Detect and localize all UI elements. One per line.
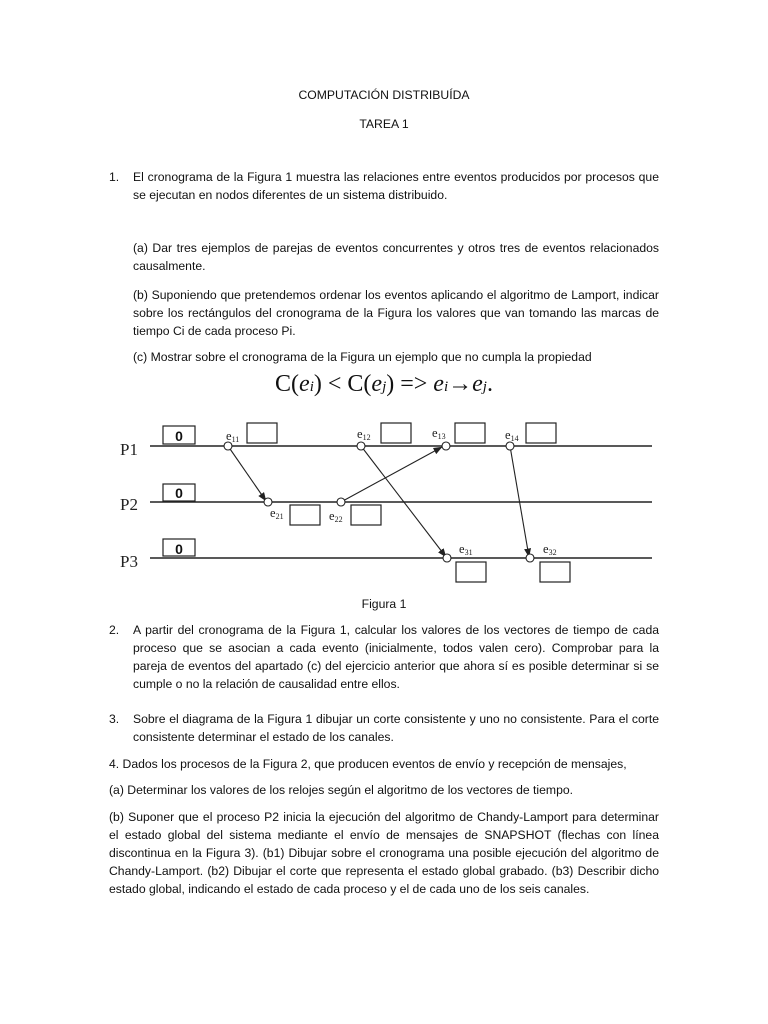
- q1-number: 1.: [109, 170, 120, 184]
- event-circle-e12: [357, 442, 365, 450]
- figure-1-caption: Figura 1: [361, 597, 407, 611]
- event-label-e14: e14: [505, 428, 519, 443]
- clock-box-e13: [455, 423, 485, 443]
- process-label-p3: P3: [120, 552, 138, 571]
- clock-box-e31: [456, 562, 486, 582]
- q3-text: Sobre el diagrama de la Figura 1 dibujar un corte consistente y uno no consistente. Para el corte consistente determinar el estado de los canales.: [133, 712, 659, 744]
- process-label-p1: P1: [120, 440, 138, 459]
- event-circle-e32: [526, 554, 534, 562]
- event-circle-e22: [337, 498, 345, 506]
- document-subtitle: TAREA 1: [359, 117, 409, 131]
- event-label-e32: e32: [543, 542, 557, 557]
- clock-box-e14: [526, 423, 556, 443]
- event-label-e22: e22: [329, 509, 343, 524]
- event-circle-e21: [264, 498, 272, 506]
- clock-value-p1-initial: 0: [175, 428, 183, 444]
- document-title: COMPUTACIÓN DISTRIBUÍDA: [298, 88, 470, 102]
- q1-text: El cronograma de la Figura 1 muestra las relaciones entre eventos producidos por procesos que se ejecutan en nodos diferentes de un sistema distribuido.: [133, 170, 659, 202]
- clock-box-e32: [540, 562, 570, 582]
- event-label-e13: e13: [432, 426, 446, 441]
- clock-value-p2-initial: 0: [175, 485, 183, 501]
- clock-box-e12: [381, 423, 411, 443]
- q4-part-b: (b) Suponer que el proceso P2 inicia la ejecución del algoritmo de Chandy-Lamport para determinar el estado global del sistema mediante el envío de mensajes de SNAPSHOT (flechas con línea discontinua en la Figura 3). (b1) Dibujar sobre el cronograma una posible ejecución del algoritmo de Chandy-Lamport. (b2) Dibujar el corte que representa el estado global grabado. (b3) Describir dicho estado global, indicando el estado de cada proceso y el de cada uno de los seis canales.: [109, 810, 659, 896]
- clock-box-e21: [290, 505, 320, 525]
- q2-number: 2.: [109, 623, 120, 637]
- clock-box-e22: [351, 505, 381, 525]
- event-label-e21: e21: [270, 506, 284, 521]
- event-circle-e13: [442, 442, 450, 450]
- event-circle-e31: [443, 554, 451, 562]
- q1-part-c: (c) Mostrar sobre el cronograma de la Figura un ejemplo que no cumpla la propiedad: [133, 350, 592, 364]
- q1-part-b: (b) Suponiendo que pretendemos ordenar los eventos aplicando el algoritmo de Lamport, indicar sobre los rectángulos del cronograma de la Figura los valores que van tomando las marcas de tiempo Ci de cada proceso Pi.: [133, 288, 659, 338]
- message-arrow-e11-e21: [228, 446, 266, 501]
- event-label-e31: e31: [459, 542, 473, 557]
- message-arrow-e22-e13: [341, 447, 442, 502]
- process-label-p2: P2: [120, 495, 138, 514]
- event-label-e11: e11: [226, 429, 240, 444]
- q3-number: 3.: [109, 712, 120, 726]
- clock-box-e11: [247, 423, 277, 443]
- q4-intro: 4. Dados los procesos de la Figura 2, que producen eventos de envío y recepción de mensajes,: [109, 757, 627, 771]
- event-circle-e14: [506, 442, 514, 450]
- clock-value-p3-initial: 0: [175, 541, 183, 557]
- event-label-e12: e12: [357, 427, 371, 442]
- figure-1-timeline-diagram: [0, 412, 768, 588]
- q1-part-a: (a) Dar tres ejemplos de parejas de eventos concurrentes y otros tres de eventos relacionados causalmente.: [133, 241, 659, 273]
- q4-part-a: (a) Determinar los valores de los relojes según el algoritmo de los vectores de tiempo.: [109, 783, 574, 797]
- lamport-property-formula: C(ei) < C(ej) => ei→ej.: [275, 371, 493, 397]
- q2-text: A partir del cronograma de la Figura 1, calcular los valores de los vectores de tiempo de cada proceso que se asocian a cada evento (inicialmente, todos valen cero). Comprobar para la pareja de eventos del apartado (c) del ejercicio anterior que ahora sí es posible determinar si se cumple o no la relación de causalidad entre ellos.: [133, 623, 659, 691]
